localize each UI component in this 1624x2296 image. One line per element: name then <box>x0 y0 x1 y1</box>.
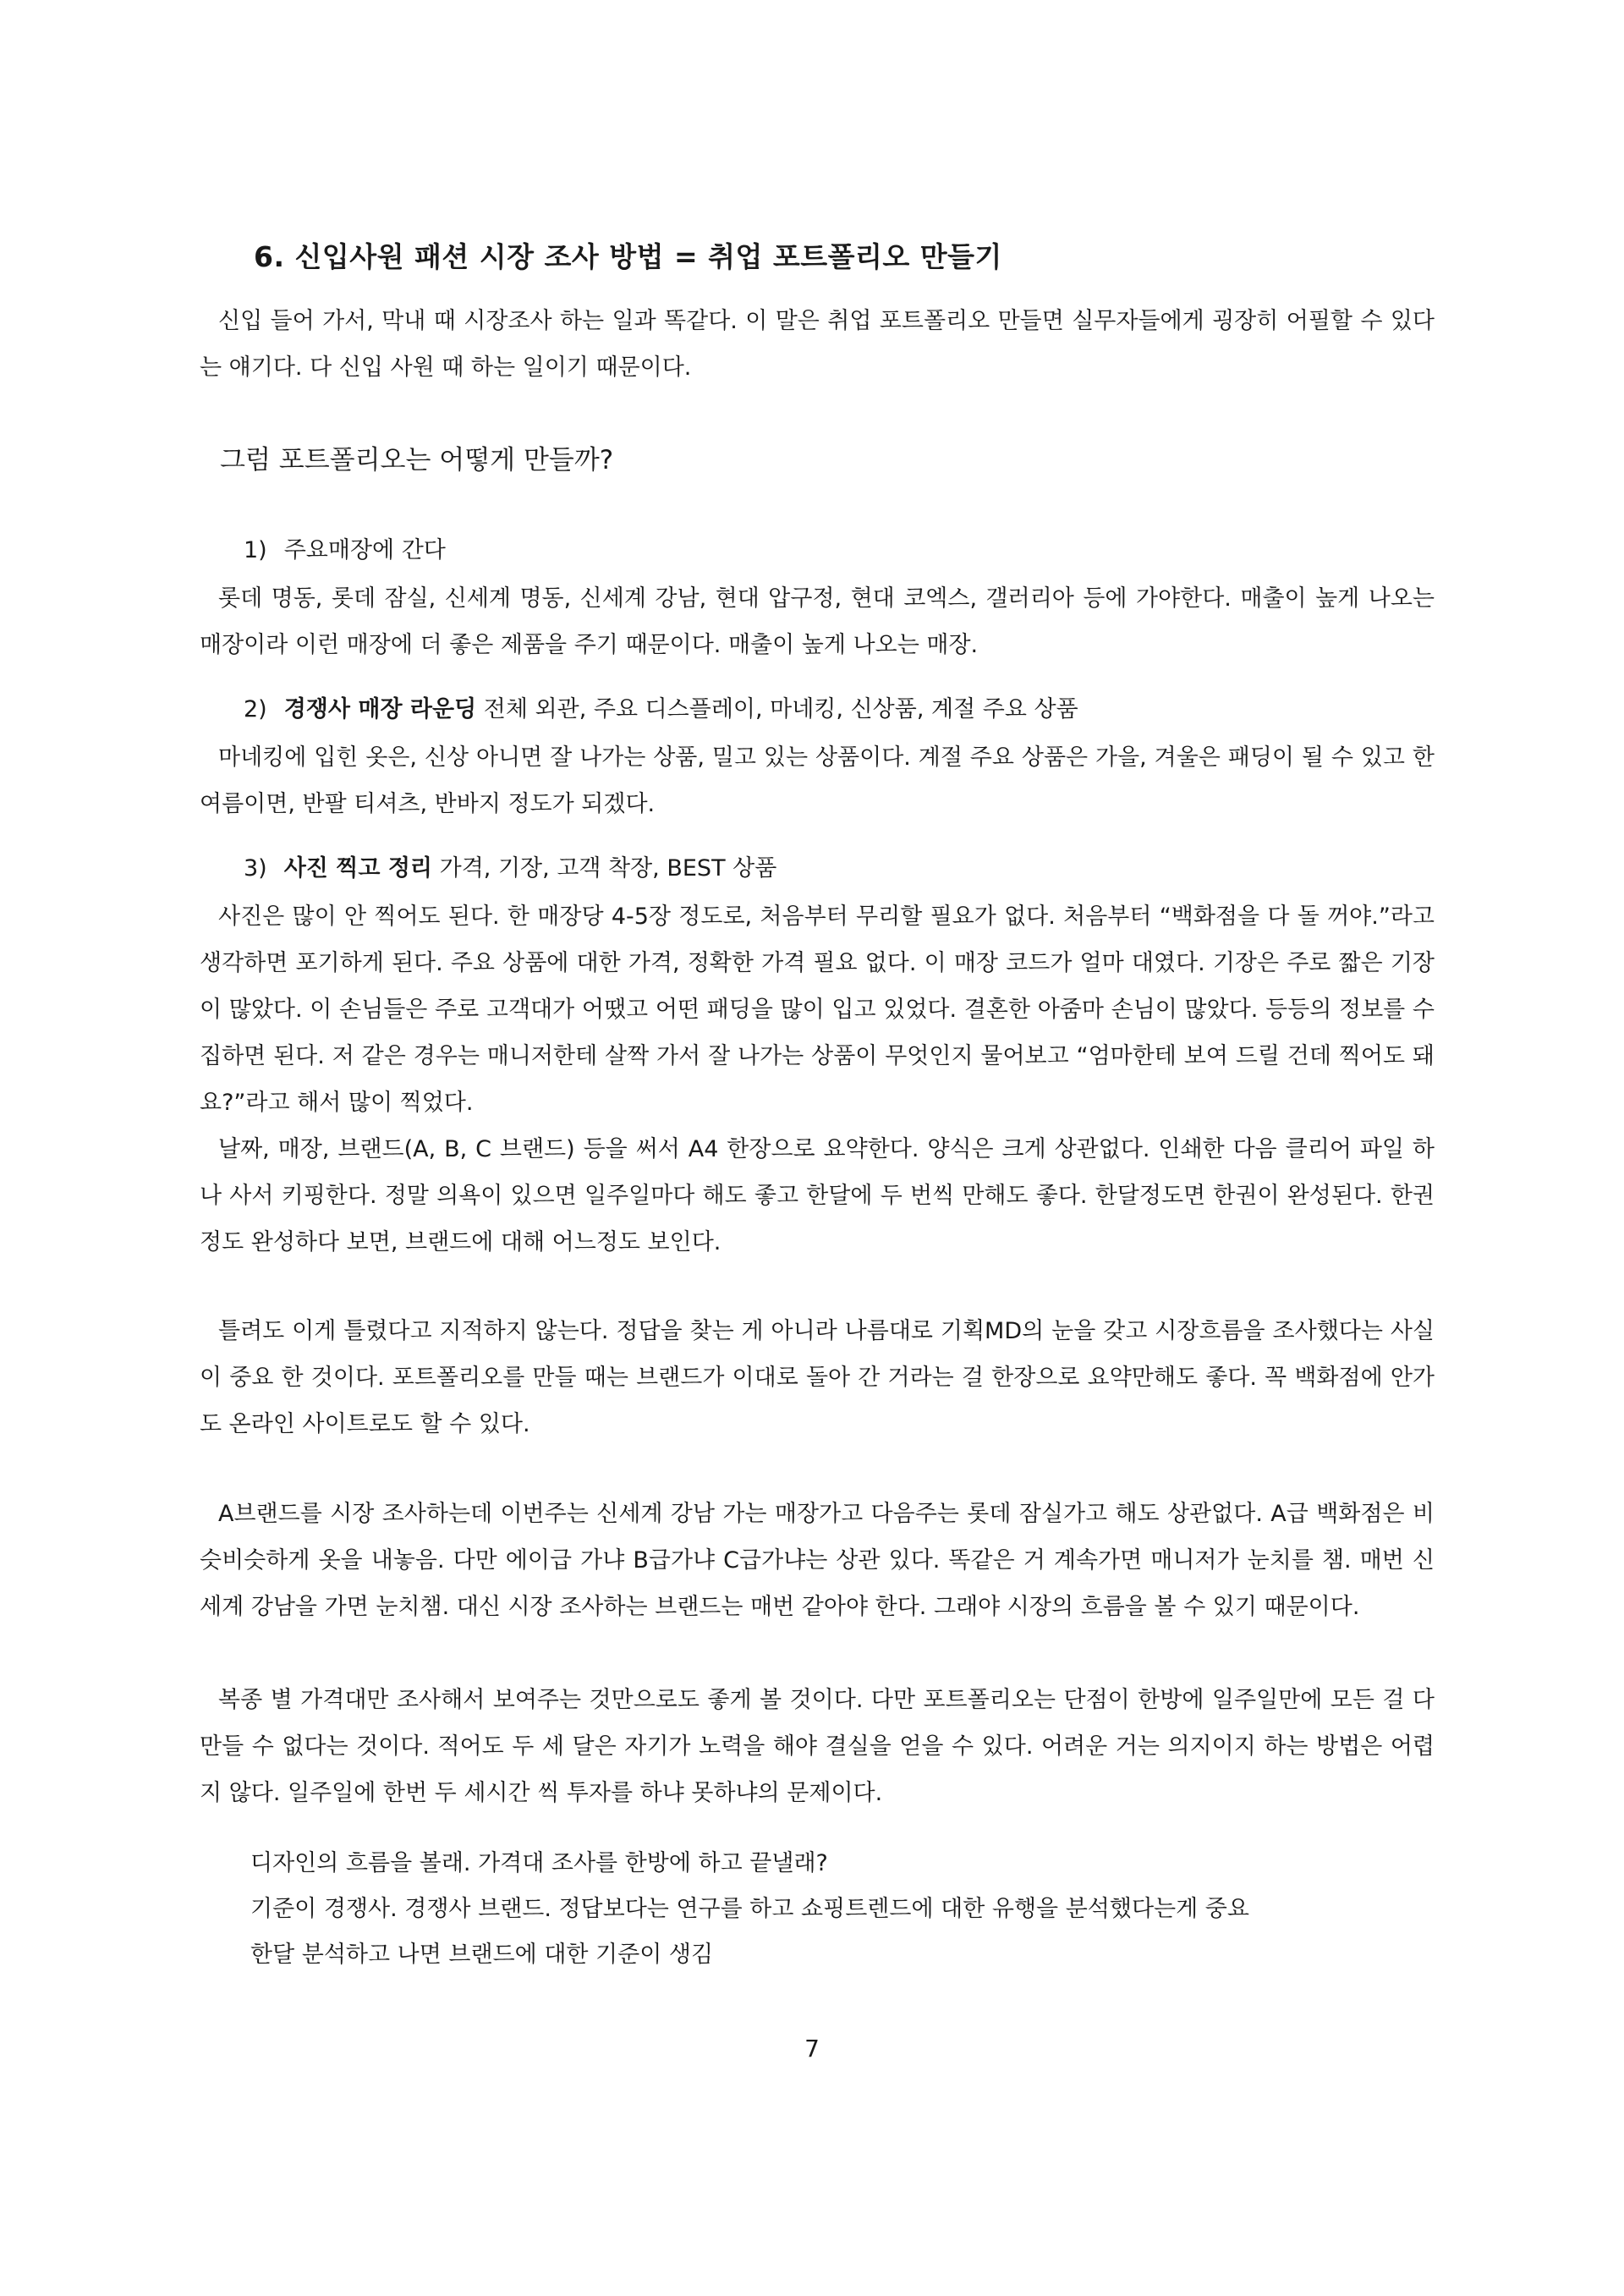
section-3-number: 3) <box>244 855 267 882</box>
section-2-number: 2) <box>244 696 267 722</box>
section-1-title: 주요매장에 간다 <box>283 537 446 563</box>
note-line-2: 기준이 경쟁사. 경쟁사 브랜드. 정답보다는 연구를 하고 쇼핑트렌드에 대한 유행을 분석했다는게 중요 <box>250 1896 1249 1922</box>
section-3-paragraph-1: 사진은 많이 안 찍어도 된다. 한 매장당 4-5장 정도로, 처음부터 무리할 필요가 없다. 처음부터 “백화점을 다 돌 꺼야.”라고 생각하면 포기하게 된다. 주요 상품에 대한 가격, 정확한 가격 필요 없다. 이 매장 코드가 얼마 대였다. 기장은 주로 짧은 기장이 많았다. 이 손님들은 주로 고객대가 어땠고 어떤 패딩을 많이 입고 있었다. 결혼한 아줌마 손님이 많았다. 등등의 정보를 수집하면 된다. 저 같은 경우는 매니저한테 살짝 가서 잘 나가는 상품이 무엇인지 물어보고 “엄마한테 보여 드릴 건데 찍어도 돼요?”라고 해서 많이 찍었다. <box>200 904 1435 1116</box>
section-3-heading <box>244 849 776 882</box>
section-3-detail: 가격, 기장, 고객 착장, BEST 상품 <box>439 855 777 882</box>
section-2-title: 경쟁사 매장 라운딩 <box>283 696 477 722</box>
section-1-heading <box>244 531 446 564</box>
section-3-title: 사진 찍고 정리 <box>283 855 433 882</box>
section-2-detail: 전체 외관, 주요 디스플레이, 마네킹, 신상품, 계절 주요 상품 <box>483 696 1078 722</box>
section-3-paragraph-2: 날짜, 매장, 브랜드(A, B, C 브랜드) 등을 써서 A4 한장으로 요약한다. 양식은 크게 상관없다. 인쇄한 다음 클리어 파일 하나 사서 키핑한다. 정말 의욕이 있으면 일주일마다 해도 좋고 한달에 두 번씩 만해도 좋다. 한달정도면 한권이 완성된다. 한권정도 완성하다 보면, 브랜드에 대해 어느정도 보인다. <box>200 1136 1435 1255</box>
paragraph-brand-survey: A브랜드를 시장 조사하는데 이번주는 신세계 강남 가는 매장가고 다음주는 롯데 잠실가고 해도 상관없다. A급 백화점은 비슷비슷하게 옷을 내놓음. 다만 에이급 가냐 B급가냐 C급가냐는 상관 있다. 똑같은 거 계속가면 매니저가 눈치를 챔. 매번 신세계 강남을 가면 눈치챔. 대신 시장 조사하는 브랜드는 매번 같아야 한다. 그래야 시장의 흐름을 볼 수 있기 때문이다. <box>200 1501 1435 1620</box>
section-title: 6. 신입사원 패션 시장 조사 방법 = 취업 포트폴리오 만들기 <box>254 240 1002 273</box>
note-line-1: 디자인의 흐름을 볼래. 가격대 조사를 한방에 하고 끝낼래? <box>250 1850 828 1876</box>
section-2-heading <box>244 690 1078 723</box>
page-number: 7 <box>804 2035 820 2063</box>
intro-paragraph: 신입 들어 가서, 막내 때 시장조사 하는 일과 똑같다. 이 말은 취업 포트폴리오 만들면 실무자들에게 굉장히 어필할 수 있다는 얘기다. 다 신입 사원 때 하는 일이기 때문이다. <box>200 308 1435 381</box>
paragraph-corrections: 틀려도 이게 틀렸다고 지적하지 않는다. 정답을 찾는 게 아니라 나름대로 기획MD의 눈을 갖고 시장흐름을 조사했다는 사실이 중요 한 것이다. 포트폴리오를 만들 때는 브랜드가 이대로 돌아 간 거라는 걸 한장으로 요약만해도 좋다. 꼭 백화점에 안가도 온라인 사이트로도 할 수 있다. <box>200 1318 1435 1437</box>
note-line-3: 한달 분석하고 나면 브랜드에 대한 기준이 생김 <box>250 1942 714 1968</box>
question-heading: 그럼 포트폴리오는 어떻게 만들까? <box>220 445 614 475</box>
section-1-number: 1) <box>244 537 267 563</box>
section-2-paragraph: 마네킹에 입힌 옷은, 신상 아니면 잘 나가는 상품, 밀고 있는 상품이다. 계절 주요 상품은 가을, 겨울은 패딩이 될 수 있고 한 여름이면, 반팔 티셔츠, 반바지 정도가 되겠다. <box>200 744 1435 817</box>
section-1-paragraph: 롯데 명동, 롯데 잠실, 신세계 명동, 신세계 강남, 현대 압구정, 현대 코엑스, 갤러리아 등에 가야한다. 매출이 높게 나오는 매장이라 이런 매장에 더 좋은 제품을 주기 때문이다. 매출이 높게 나오는 매장. <box>200 585 1435 658</box>
paragraph-price-range: 복종 별 가격대만 조사해서 보여주는 것만으로도 좋게 볼 것이다. 다만 포트폴리오는 단점이 한방에 일주일만에 모든 걸 다 만들 수 없다는 것이다. 적어도 두 세 달은 자기가 노력을 해야 결실을 얻을 수 있다. 어려운 거는 의지이지 하는 방법은 어렵지 않다. 일주일에 한번 두 세시간 씩 투자를 하냐 못하냐의 문제이다. <box>200 1687 1435 1806</box>
